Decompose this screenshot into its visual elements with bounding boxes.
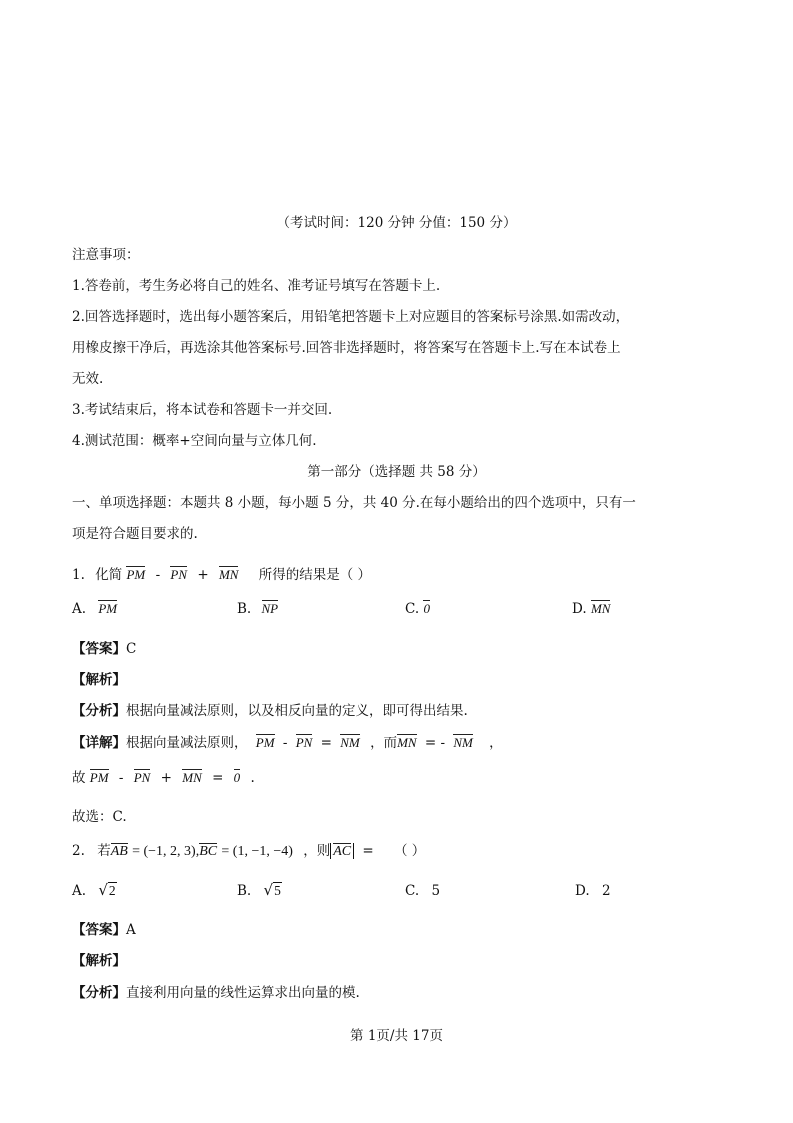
option-vector: NP — [261, 601, 279, 616]
answer-value: A — [126, 922, 136, 938]
option-value: 2 — [601, 883, 611, 899]
option-vector: PM — [98, 601, 118, 616]
q1-option-b — [237, 601, 278, 617]
option-letter: C. — [405, 883, 420, 899]
xiangjie-mid: ，而 — [370, 735, 398, 751]
question-prefix: 化简 — [95, 567, 123, 583]
xiangjie-tag: 【详解】 — [72, 735, 126, 751]
q2-option-d — [575, 883, 611, 899]
section-intro-2: 项是符合题目要求的. — [72, 526, 198, 542]
vector-pn: PN — [295, 735, 313, 750]
question-number: 1. — [72, 567, 85, 583]
option-letter: C. — [405, 601, 420, 617]
q1-fenxi — [72, 699, 468, 719]
fenxi-text: 直接利用向量的线性运算求出向量的模. — [126, 985, 360, 1001]
option-letter: D. — [572, 601, 587, 617]
option-letter: A. — [72, 601, 87, 617]
vector-nm: NM — [453, 735, 473, 750]
operator: = — [320, 735, 332, 751]
question-2 — [72, 839, 425, 860]
option-vector: MN — [590, 601, 611, 616]
q1-analysis — [72, 668, 126, 688]
question-suffix: 所得的结果是（ ） — [258, 567, 372, 583]
analysis-tag: 【解析】 — [72, 672, 126, 688]
q2-option-a — [72, 881, 117, 899]
answer-value: C — [126, 641, 137, 657]
conclusion-end: . — [250, 770, 255, 786]
notes-title: 注意事项： — [72, 247, 140, 263]
operator: = — [362, 843, 374, 859]
operator: + — [160, 770, 172, 786]
question-mid: ，则 — [303, 843, 331, 859]
radicand: 5 — [274, 883, 281, 898]
question-paren: （ ） — [394, 843, 426, 859]
vector-nm: NM — [340, 735, 360, 750]
operator: + — [197, 567, 209, 583]
operator: = — [212, 770, 224, 786]
vector-bc: BC — [199, 844, 218, 859]
operator: - — [155, 567, 161, 583]
vector-pm: PM — [255, 735, 275, 750]
ab-value: = (−1, 2, 3), — [132, 844, 200, 859]
fenxi-tag: 【分析】 — [72, 703, 126, 719]
notes-item-2: 2.回答选择题时，选出每小题答案后，用铅笔把答题卡上对应题目的答案标号涂黑.如需改动， — [72, 309, 630, 325]
notes-item-3: 3.考试结束后，将本试卷和答题卡一并交回. — [72, 402, 333, 418]
radicand: 2 — [108, 883, 116, 898]
bc-value: = (1, −1, −4) — [221, 844, 293, 859]
xiangjie-text: 根据向量减法原则， — [126, 735, 248, 751]
vector-ab: AB — [110, 844, 128, 859]
q1-option-d — [572, 601, 610, 617]
option-value: 5 — [431, 883, 441, 899]
vector-pn: PN — [170, 567, 188, 582]
q2-answer — [72, 918, 136, 938]
exam-info: （考试时间：120 分钟 分值：150 分） — [276, 215, 517, 231]
sqrt-expression — [264, 881, 282, 899]
vector-mn: MN — [218, 567, 239, 582]
question-number: 2. — [72, 843, 85, 859]
operator: - — [282, 735, 288, 751]
operator: - — [118, 770, 124, 786]
vector-mn: MN — [182, 770, 202, 785]
magnitude-ac — [330, 843, 354, 859]
q1-conclusion — [72, 766, 255, 786]
q2-option-c — [405, 883, 440, 899]
sqrt-icon: √ — [98, 881, 108, 899]
vector-pm: PM — [89, 770, 109, 785]
zero-vector: 0 — [233, 770, 241, 785]
gu-text: 故 — [72, 770, 86, 786]
vector-ac: AC — [333, 844, 352, 859]
vector-pn: PN — [133, 770, 151, 785]
notes-item-4: 4.测试范围：概率+空间向量与立体几何. — [72, 433, 317, 449]
notes-item-2-cont: 用橡皮擦干净后，再选涂其他答案标号.回答非选择题时，将答案写在答题卡上.写在本试卷上 — [72, 340, 621, 356]
fenxi-tag: 【分析】 — [72, 985, 126, 1001]
sqrt-icon: √ — [263, 881, 274, 899]
q2-fenxi — [72, 981, 360, 1001]
q1-option-a — [72, 601, 117, 617]
vector-pm: PM — [126, 567, 146, 582]
q1-answer — [72, 637, 136, 657]
notes-item-1: 1.答卷前，考生务必将自己的姓名、准考证号填写在答题卡上. — [72, 278, 441, 294]
option-letter: B. — [237, 601, 252, 617]
q1-choose: 故选：C. — [72, 809, 127, 825]
operator: = - — [424, 735, 446, 751]
q2-option-b — [237, 881, 282, 899]
question-prefix: 若 — [97, 843, 111, 859]
option-letter: B. — [237, 883, 252, 899]
section-intro-1: 一、单项选择题：本题共 8 小题，每小题 5 分，共 40 分.在每小题给出的四个选项中，只有一 — [72, 495, 636, 511]
q1-option-c — [405, 601, 430, 617]
question-1 — [72, 563, 371, 583]
xiangjie-end: ， — [489, 735, 503, 751]
answer-tag: 【答案】 — [72, 641, 126, 657]
analysis-tag: 【解析】 — [72, 953, 126, 969]
vector-mn: MN — [397, 735, 417, 750]
option-letter: A. — [72, 883, 87, 899]
option-letter: D. — [575, 883, 590, 899]
q1-xiangjie — [72, 731, 503, 751]
q2-analysis — [72, 949, 126, 969]
option-vector: 0 — [423, 601, 430, 616]
page-footer: 第 1页/共 17页 — [350, 1028, 443, 1044]
fenxi-text: 根据向量减法原则，以及相反向量的定义，即可得出结果. — [126, 703, 468, 719]
answer-tag: 【答案】 — [72, 922, 126, 938]
sqrt-expression — [98, 881, 116, 899]
part1-title: 第一部分（选择题 共 58 分） — [307, 464, 486, 480]
notes-item-2-end: 无效. — [72, 371, 104, 387]
